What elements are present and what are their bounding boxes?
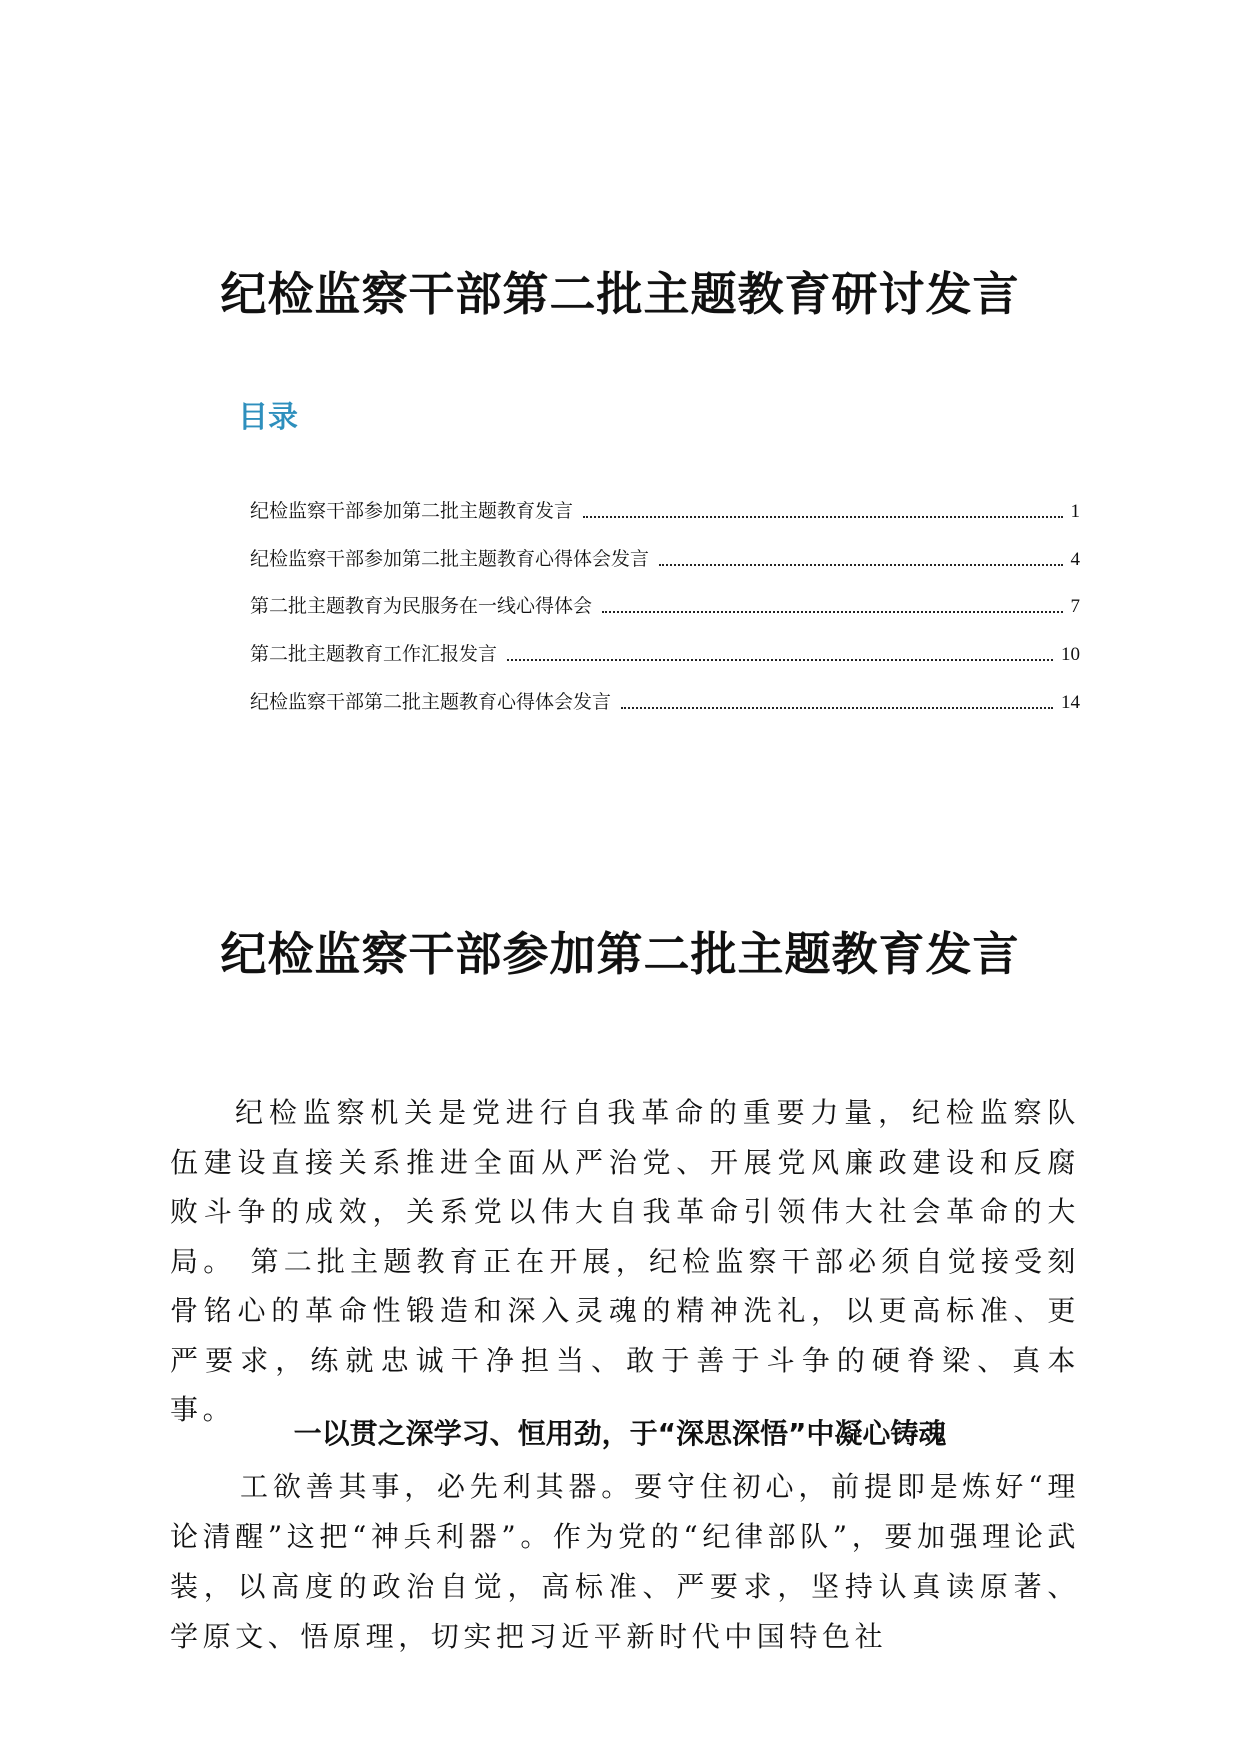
toc-page-number: 7	[1070, 596, 1080, 617]
toc-page-number: 1	[1070, 501, 1080, 522]
toc-dot-leader	[621, 706, 1053, 709]
toc-dot-leader	[659, 563, 1062, 566]
section-title: 纪检监察干部参加第二批主题教育发言	[220, 927, 1020, 981]
toc-dot-leader	[602, 610, 1062, 613]
toc-entry-label: 纪检监察干部第二批主题教育心得体会发言	[250, 691, 612, 713]
toc-entry-label: 纪检监察干部参加第二批主题教育心得体会发言	[250, 548, 650, 570]
toc-heading: 目录	[238, 400, 298, 435]
toc-dot-leader	[507, 658, 1053, 661]
toc-entry[interactable]	[250, 688, 1080, 714]
body-paragraph: 纪检监察机关是党进行自我革命的重要力量，纪检监察队伍建设直接关系推进全面从严治党、开展党风廉政建设和反腐败斗争的成效，关系党以伟大自我革命引领伟大社会革命的大局。 第二批主题教育正在开展，纪检监察干部必须自觉接受刻骨铭心的革命性锻造和深入灵魂的精神洗礼，以更高标准、更严要求，练就忠诚干净担当、敢于善于斗争的硬脊梁、真本事。	[170, 1096, 1080, 1426]
section-subheading: 一以贯之深学习、恒用劲，于“深思深悟”中凝心铸魂	[293, 1417, 947, 1450]
toc-page-number: 4	[1070, 549, 1080, 570]
toc-dot-leader	[583, 515, 1062, 518]
body-paragraph: 工欲善其事，必先利其器。要守住初心，前提即是炼好“理论清醒”这把“神兵利器”。作为党的“纪律部队”，要加强理论武装，以高度的政治自觉，高标准、严要求，坚持认真读原著、学原文、悟原理，切实把习近平新时代中国特色社	[170, 1470, 1080, 1653]
toc-entry-label: 第二批主题教育为民服务在一线心得体会	[250, 595, 593, 617]
toc-entry-label: 第二批主题教育工作汇报发言	[250, 643, 498, 665]
toc-entry[interactable]	[250, 497, 1080, 523]
document-title: 纪检监察干部第二批主题教育研讨发言	[220, 267, 1020, 321]
toc-page-number: 10	[1061, 644, 1080, 665]
toc-entry[interactable]	[250, 545, 1080, 571]
toc-page-number: 14	[1061, 692, 1080, 713]
toc-entry-label: 纪检监察干部参加第二批主题教育发言	[250, 500, 574, 522]
toc-entry[interactable]	[250, 592, 1080, 618]
toc-entry[interactable]	[250, 640, 1080, 666]
